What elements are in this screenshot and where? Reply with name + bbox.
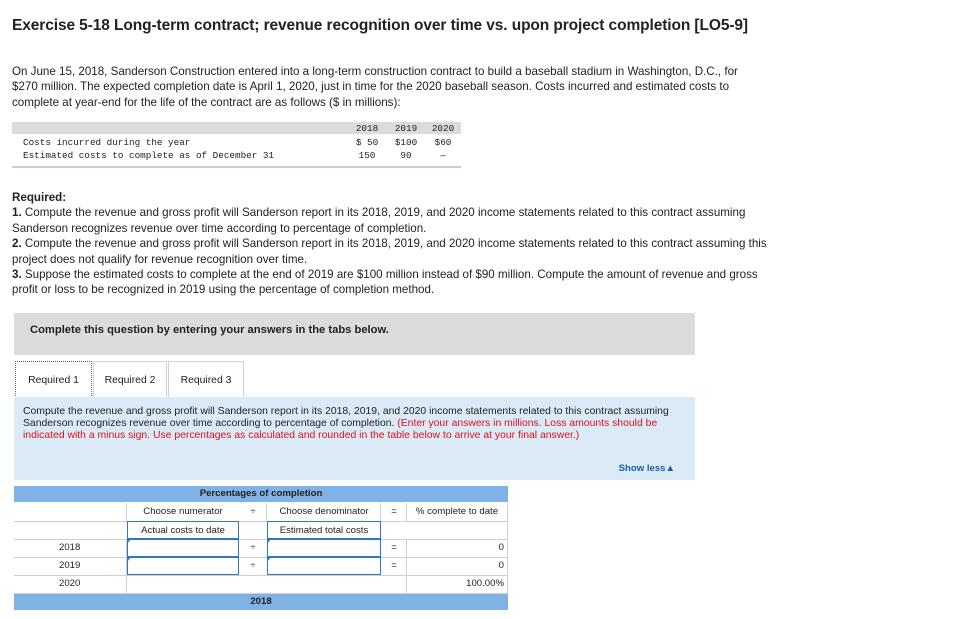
numerator-label: Choose numerator [143, 506, 223, 517]
formula-row [14, 521, 508, 540]
required-number: 3. [12, 268, 22, 282]
equals-symbol: = [391, 560, 397, 571]
cost-value: $100 [394, 137, 418, 148]
year-label: 2020 [59, 578, 81, 589]
estimate-value: — [440, 150, 446, 161]
required-text: Compute the revenue and gross profit will Sanderson report in its 2018, 2019, and 2020 income statements related to this contract assuming Sanderson recognizes revenue over time according to percentage of completion. [12, 206, 746, 235]
banner-text: Complete this question by entering your answers in the tabs below. [30, 324, 389, 336]
year-section-header: 2018 [14, 594, 508, 610]
cost-value: $60 [434, 137, 452, 148]
year-label: 2018 [59, 542, 81, 553]
denominator-input[interactable] [267, 539, 381, 557]
label-row [14, 503, 508, 522]
table-header: Percentages of completion [14, 486, 508, 502]
required-heading: Required: [12, 191, 67, 204]
tab-label: Required 3 [180, 375, 232, 386]
estimate-value: 150 [358, 150, 376, 161]
table-row [14, 539, 508, 558]
page-title: Exercise 5-18 Long-term contract; revenue recognition over time vs. upon project completion [LO5-9] [12, 17, 748, 34]
year-label: 2019 [59, 560, 81, 571]
row-label-costs-incurred: Costs incurred during the year [23, 137, 191, 148]
tab-required-3[interactable] [168, 361, 244, 398]
instruction-note: (Enter your answers in millions. Loss amounts should be indicated with a minus sign. Use percentages as calculated and rounded in the table below to arrive at your final answer.) [23, 418, 658, 441]
numerator-input[interactable] [127, 539, 239, 557]
required-text: Suppose the estimated costs to complete at the end of 2019 are $100 million instead of $90 million. Compute the amount of revenue and gross profit or loss to be recognized in 2019 using the percentage of completion method. [12, 268, 758, 297]
year-header: 2018 [355, 123, 379, 134]
tab-instructions [14, 397, 695, 480]
divide-symbol: ÷ [250, 506, 256, 517]
result-label: % complete to date [415, 506, 499, 517]
denominator-select[interactable] [267, 521, 381, 539]
denominator-value: Estimated total costs [279, 525, 369, 536]
tab-label: Required 1 [28, 375, 79, 386]
table-row [14, 557, 508, 576]
equals-symbol: = [391, 542, 397, 553]
required-text: Compute the revenue and gross profit will Sanderson report in its 2018, 2019, and 2020 income statements related to this contract assuming this project does not qualify for revenue recognition over time. [12, 237, 767, 266]
numerator-select[interactable] [127, 521, 239, 539]
year-header: 2020 [431, 123, 455, 134]
divide-symbol: ÷ [250, 560, 256, 571]
tab-required-2[interactable] [93, 361, 167, 398]
year-header: 2019 [394, 123, 418, 134]
numerator-value: Actual costs to date [141, 525, 225, 536]
required-section [12, 190, 772, 298]
instruction-text: Compute the revenue and gross profit will Sanderson report in its 2018, 2019, and 2020 income statements related to this contract assuming Sanderson recognizes revenue over time according to percentage of completion. [23, 406, 669, 429]
required-number: 1. [12, 206, 22, 220]
equals-symbol: = [391, 506, 397, 517]
percent-completion-table [14, 486, 508, 619]
show-less-link[interactable]: Show less▲ [618, 463, 675, 474]
numerator-input[interactable] [127, 557, 239, 575]
cost-value: $ 50 [355, 137, 379, 148]
percent-result: 0 [498, 542, 504, 553]
denominator-input[interactable] [267, 557, 381, 575]
required-number: 2. [12, 237, 22, 251]
percent-result: 100.00% [466, 578, 504, 589]
row-label-estimated-costs: Estimated costs to complete as of December 31 [23, 150, 275, 161]
table-bottom-rule [12, 166, 461, 168]
problem-intro: On June 15, 2018, Sanderson Construction entered into a long-term construction contract to build a baseball stadium in Washington, D.C., for $270 million. The expected completion date is April 1, 2020, just in time for the 2020 baseball season. Costs incurred and estimated costs to complete at year-end for the life of the contract are as follows ($ in millions): [12, 65, 738, 109]
divide-symbol: ÷ [250, 542, 256, 553]
estimate-value: 90 [400, 150, 412, 161]
instruction-banner [14, 313, 695, 355]
tab-label: Required 2 [104, 375, 156, 386]
tab-required-1[interactable] [15, 361, 92, 400]
percent-result: 0 [498, 560, 504, 571]
table-row [14, 575, 508, 594]
denominator-label: Choose denominator [279, 506, 369, 517]
